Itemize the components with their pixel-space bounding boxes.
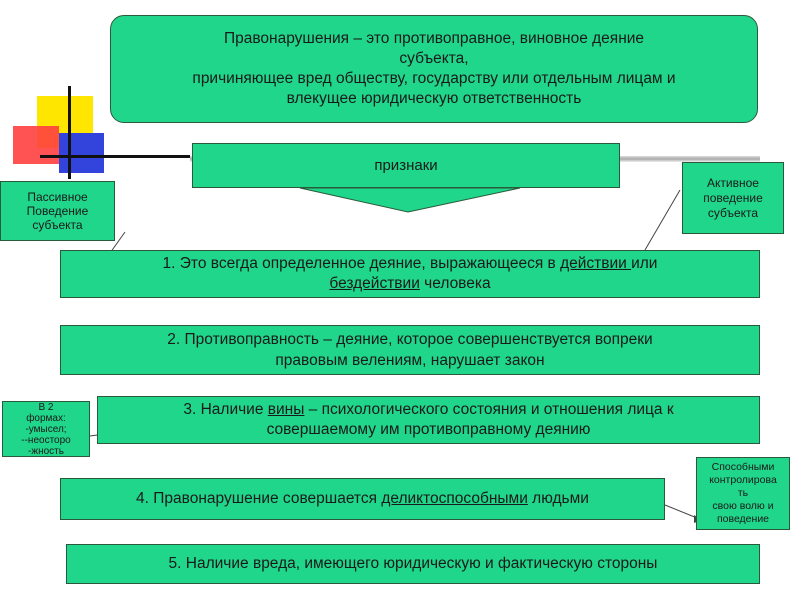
passive-line-2: Поведение	[26, 204, 89, 218]
sign-item-1-or: или	[631, 255, 658, 272]
sign-item-3-text: 3. Наличие	[183, 401, 268, 418]
sign-item-3	[97, 396, 760, 444]
sign-item-4-text: 4. Правонарушение совершается	[136, 490, 382, 507]
capable-box	[696, 457, 790, 530]
passive-behavior-box	[0, 181, 115, 241]
capable-line-4: свою волю и	[712, 500, 774, 512]
active-line-1: Активное	[707, 175, 759, 190]
active-line-2: поведение	[703, 190, 763, 205]
sign-item-1-tail: человека	[419, 275, 491, 292]
sign-item-5-text: 5. Наличие вреда, имеющего юридическую и фактическую стороны	[168, 555, 658, 572]
sign-item-3-line-1	[183, 400, 673, 420]
sign-item-1-line-2	[329, 274, 490, 294]
guilt-forms-line-5: -жность	[28, 445, 64, 457]
guilt-forms-line-2: формах:	[26, 412, 66, 424]
definition-line-3: причиняющее вред обществу, государству или отдельным лицам и	[192, 70, 676, 87]
capable-line-2: контролирова	[709, 474, 777, 486]
sign-item-1-line-1	[163, 254, 658, 274]
active-connector	[645, 190, 680, 250]
guilt-forms-line-1: В 2	[38, 401, 54, 413]
guilt-forms-line-3: -умысел;	[25, 423, 67, 435]
guilt-forms-box	[2, 401, 90, 457]
capable-line-1: Способными	[711, 461, 775, 473]
sign-item-2-line-2: правовым велениям, нарушает закон	[275, 352, 545, 369]
signs-label: признаки	[374, 157, 438, 174]
definition-line-1: Правонарушения – это противоправное, виновное деяние	[223, 30, 645, 47]
sign-item-1	[60, 250, 760, 298]
sign-item-2-line-1: 2. Противоправность – деяние, которое совершенствуется вопреки	[167, 331, 653, 348]
guilt-forms-line-4: --неосторо	[21, 434, 71, 446]
sign-item-2	[60, 325, 760, 375]
sign-item-4-capable: деликтоспособными	[381, 490, 528, 507]
active-behavior-box	[682, 162, 784, 234]
active-line-3: субъекта	[707, 205, 759, 220]
sign-item-3-line-2: совершаемому им противоправному деянию	[266, 421, 591, 438]
sign-item-1-inaction: бездействии	[329, 275, 420, 292]
capable-line-3: ть	[737, 487, 749, 499]
passive-line-3: субъекта	[32, 218, 83, 232]
sign-item-4-tail: людьми	[527, 490, 589, 507]
sign-item-4-line	[136, 490, 589, 508]
sign-item-1-action: действии	[560, 255, 632, 272]
passive-line-1: Пассивное	[27, 190, 88, 204]
sign-item-5	[66, 544, 760, 584]
capable-line-5: поведение	[716, 513, 770, 525]
sign-item-3-guilt: вины	[267, 401, 305, 418]
definition-line-2: субъекта,	[399, 50, 469, 67]
sign-item-4	[60, 478, 665, 520]
down-arrow	[300, 188, 520, 212]
sign-item-3-tail: – психологического состояния и отношения лица к	[304, 401, 674, 418]
definition-line-4: влекущее юридическую ответственность	[286, 90, 582, 107]
sign-item-1-text: 1. Это всегда определенное деяние, выражающееся в	[162, 255, 561, 272]
